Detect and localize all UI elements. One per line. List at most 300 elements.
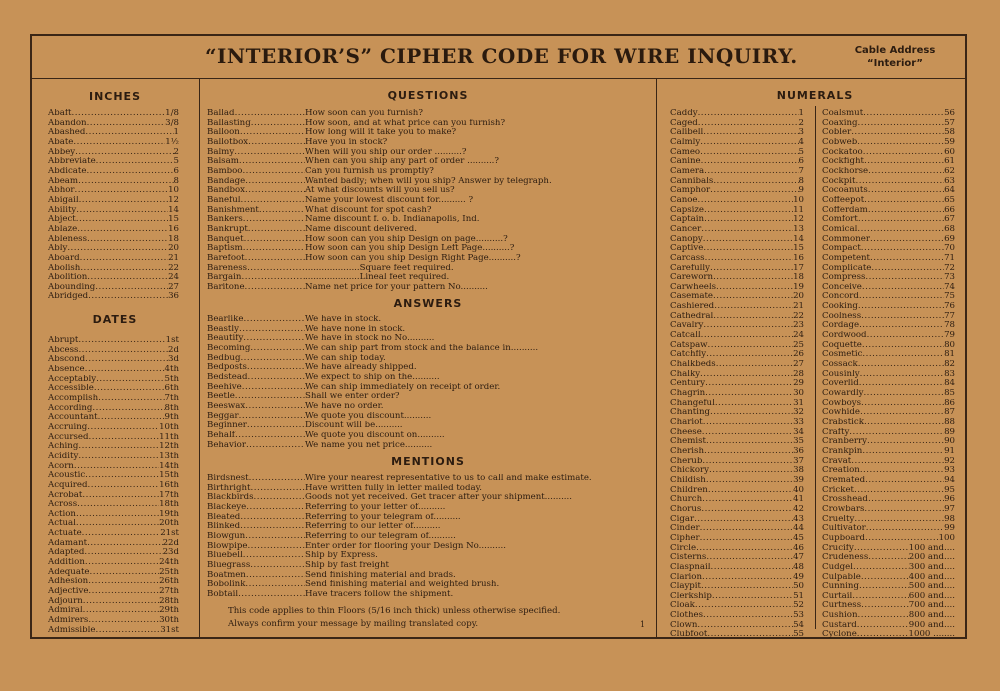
- code-word: Behavior: [207, 440, 246, 450]
- code-word-cell: [207, 325, 305, 335]
- code-value: 200 and....: [908, 553, 955, 563]
- code-value: 17th: [159, 490, 179, 500]
- leader-dots: [87, 539, 162, 549]
- code-value: 28: [793, 369, 804, 379]
- code-value: 6th: [164, 384, 179, 394]
- leader-dots: [710, 186, 798, 196]
- code-row: [822, 360, 955, 370]
- leader-dots: [863, 389, 944, 399]
- code-word: Aboard: [48, 253, 80, 263]
- code-meaning: Ship by Express.: [305, 551, 378, 561]
- code-row: [822, 321, 955, 331]
- code-word: Cherish: [670, 446, 704, 456]
- code-value: 29: [793, 379, 804, 389]
- code-row: [48, 119, 179, 129]
- leader-dots: [857, 225, 944, 235]
- code-word: Capsize: [670, 205, 704, 215]
- code-row: [670, 128, 804, 138]
- code-value: 6: [173, 166, 179, 176]
- leader-dots: [862, 283, 944, 293]
- code-row: [670, 524, 804, 534]
- code-row: [207, 254, 647, 264]
- code-row: [822, 206, 955, 216]
- code-word: Accruing: [48, 422, 88, 432]
- code-word: Ballotbox: [207, 137, 249, 147]
- code-row: [670, 466, 804, 476]
- numerals-column-1: [670, 109, 804, 640]
- code-row: [48, 292, 179, 302]
- code-word: Admissible: [48, 625, 96, 635]
- code-word: Cigar: [670, 514, 695, 524]
- leader-dots: [858, 119, 945, 129]
- leader-dots: [860, 370, 944, 380]
- leader-dots: [76, 510, 159, 520]
- code-row: [48, 433, 179, 443]
- code-word: Boatmen: [207, 570, 246, 580]
- leader-dots: [710, 264, 793, 274]
- code-word: Admirers: [48, 616, 89, 626]
- leader-dots: [241, 273, 305, 283]
- note-thin-floors: This code applies to thin Floors (5/16 inch thick) unless otherwise specified.: [228, 606, 561, 616]
- leader-dots: [867, 331, 944, 341]
- leader-dots: [700, 148, 798, 158]
- code-word-cell: [207, 264, 305, 274]
- leader-dots: [80, 264, 168, 274]
- code-value: 34: [793, 427, 804, 437]
- code-word: Cisterns: [670, 553, 707, 563]
- code-row: [48, 616, 179, 626]
- code-word-cell: [207, 421, 305, 431]
- code-value: 61: [944, 157, 955, 167]
- leader-dots: [245, 580, 305, 590]
- code-value: 65: [944, 195, 955, 205]
- leader-dots: [74, 462, 159, 472]
- code-value: 83: [944, 369, 955, 379]
- leader-dots: [864, 418, 944, 428]
- code-value: 20: [168, 244, 179, 254]
- leader-dots: [861, 573, 909, 583]
- code-word-cell: [207, 119, 305, 129]
- code-value: 70: [944, 244, 955, 254]
- code-word: Chorus: [670, 504, 702, 514]
- code-word: Bankrupt: [207, 224, 248, 234]
- code-word: Chalky: [670, 369, 701, 379]
- code-row: [48, 375, 179, 385]
- code-word: Abigail: [48, 195, 79, 205]
- code-row: [670, 601, 804, 611]
- code-row: [48, 539, 179, 549]
- code-row: [207, 542, 647, 552]
- code-word: Bluebell: [207, 551, 243, 561]
- code-row: [822, 148, 955, 158]
- code-value: 8: [798, 176, 804, 186]
- code-word: Coaxing: [822, 118, 858, 128]
- code-row: [207, 109, 647, 119]
- code-word-cell: [207, 580, 305, 590]
- code-value: 12: [793, 215, 804, 225]
- leader-dots: [871, 264, 944, 274]
- code-word: Abbreviate: [48, 157, 96, 167]
- code-row: [207, 206, 647, 216]
- code-word: Abhor: [48, 186, 75, 196]
- leader-dots: [868, 167, 944, 177]
- leader-dots: [78, 346, 168, 356]
- code-word: Abashed: [48, 128, 86, 138]
- code-row: [207, 522, 647, 532]
- code-word: Adhesion: [48, 577, 89, 587]
- code-row: [48, 519, 179, 529]
- code-row: [670, 437, 804, 447]
- code-word: Calmly: [670, 137, 701, 147]
- code-row: [822, 573, 955, 583]
- code-value: 57: [944, 118, 955, 128]
- code-value: 29th: [159, 606, 179, 616]
- code-value: 19th: [159, 509, 179, 519]
- code-word: Crudeness: [822, 553, 869, 563]
- code-row: [670, 399, 804, 409]
- code-value: 80: [944, 340, 955, 350]
- code-row: [822, 283, 955, 293]
- code-row: [822, 331, 955, 341]
- code-row: [670, 148, 804, 158]
- code-row: [48, 384, 179, 394]
- code-value: 22d: [162, 538, 179, 548]
- code-value: 43: [793, 514, 804, 524]
- code-word: Crafty: [822, 427, 850, 437]
- code-word-cell: [207, 196, 305, 206]
- code-word: Cherub: [670, 456, 703, 466]
- code-row: [670, 283, 804, 293]
- code-value: 38: [793, 466, 804, 476]
- code-word: Adequate: [48, 567, 90, 577]
- code-value: 42: [793, 504, 804, 514]
- code-word: Cobler: [822, 128, 852, 138]
- code-row: [207, 344, 647, 354]
- code-row: [670, 476, 804, 486]
- code-word-cell: [207, 441, 305, 451]
- code-value: 13: [793, 224, 804, 234]
- leader-dots: [868, 495, 944, 505]
- leader-dots: [860, 408, 944, 418]
- code-word-cell: [207, 431, 305, 441]
- code-row: [822, 515, 955, 525]
- code-word-cell: [207, 334, 305, 344]
- code-word: Cipher: [670, 533, 700, 543]
- code-row: [670, 302, 804, 312]
- leader-dots: [248, 225, 305, 235]
- leader-dots: [235, 109, 305, 119]
- leader-dots: [863, 148, 944, 158]
- leader-dots: [82, 529, 161, 539]
- code-value: 31: [793, 398, 804, 408]
- code-row: [207, 177, 647, 187]
- leader-dots: [701, 331, 793, 341]
- leader-dots: [245, 402, 305, 412]
- leader-dots: [870, 254, 944, 264]
- code-row: [207, 441, 647, 451]
- leader-dots: [857, 138, 944, 148]
- leader-dots: [712, 592, 793, 602]
- code-word: Cocoanuts: [822, 186, 868, 196]
- leader-dots: [861, 312, 944, 322]
- code-meaning: We quote you discount on..........: [305, 430, 445, 440]
- code-word: Compress: [822, 273, 866, 283]
- code-word: Cravat: [822, 456, 852, 466]
- code-word: Creation: [822, 466, 860, 476]
- code-word-cell: [207, 402, 305, 412]
- code-word: Cyclone: [822, 630, 857, 640]
- code-value: 7th: [164, 393, 179, 403]
- code-value: 21: [793, 302, 804, 312]
- code-word: Ballad: [207, 109, 235, 118]
- mentions-list: [207, 474, 647, 600]
- code-word: Children: [670, 485, 708, 495]
- code-row: [207, 225, 647, 235]
- column-divider-left: [199, 79, 200, 637]
- code-word: Addition: [48, 558, 85, 568]
- leader-dots: [245, 186, 305, 196]
- code-word: Abandon: [48, 118, 87, 128]
- leader-dots: [705, 379, 793, 389]
- leader-dots: [247, 363, 305, 373]
- code-word: Cancer: [670, 224, 702, 234]
- code-value: 18th: [159, 500, 179, 510]
- leader-dots: [711, 563, 794, 573]
- code-word: Acquired: [48, 480, 88, 490]
- code-value: 39: [793, 475, 804, 485]
- leader-dots: [239, 412, 305, 422]
- code-word: Coffeepot: [822, 195, 865, 205]
- code-row: [670, 321, 804, 331]
- code-value: 23d: [162, 548, 179, 558]
- code-value: 16th: [159, 480, 179, 490]
- leader-dots: [88, 587, 159, 597]
- answers-list: [207, 315, 647, 450]
- code-word: Balloon: [207, 128, 240, 138]
- leader-dots: [866, 524, 944, 534]
- leader-dots: [248, 138, 305, 148]
- code-word: Abcess: [48, 345, 79, 355]
- code-value: 27: [793, 360, 804, 370]
- leader-dots: [863, 109, 944, 119]
- code-word: Curtail: [822, 591, 853, 601]
- code-word: Chariot: [670, 418, 703, 427]
- leader-dots: [246, 571, 305, 581]
- leader-dots: [701, 225, 793, 235]
- code-row: [822, 505, 955, 515]
- code-row: [822, 457, 955, 467]
- code-value: 52: [793, 601, 804, 611]
- code-word: Bankers: [207, 215, 243, 225]
- leader-dots: [861, 244, 944, 254]
- code-value: 20th: [159, 519, 179, 529]
- leader-dots: [250, 561, 305, 571]
- leader-dots: [715, 399, 793, 409]
- leader-dots: [96, 375, 164, 385]
- code-meaning: Have written fully in letter mailed today.: [305, 483, 483, 493]
- code-word: Ably: [48, 244, 68, 254]
- code-word: Beeswax: [207, 401, 246, 411]
- code-row: [670, 621, 804, 631]
- code-row: [822, 582, 955, 592]
- code-word: Captive: [670, 244, 704, 254]
- code-row: [670, 225, 804, 235]
- leader-dots: [245, 254, 305, 264]
- code-value: 36: [168, 292, 179, 302]
- leader-dots: [701, 157, 799, 167]
- code-word: Aching: [48, 442, 79, 452]
- code-word: Abolition: [48, 273, 88, 283]
- code-meaning: Send finishing material and brads.: [305, 570, 456, 580]
- code-word: Bamboo: [207, 166, 243, 176]
- code-word-cell: [207, 392, 305, 402]
- code-row: [822, 389, 955, 399]
- code-meaning: We name you net price..........: [305, 440, 433, 450]
- leader-dots: [94, 384, 165, 394]
- code-row: [207, 551, 647, 561]
- code-row: [48, 235, 179, 245]
- code-row: [670, 196, 804, 206]
- code-word: Chalkbeds: [670, 360, 716, 370]
- code-row: [207, 325, 647, 335]
- code-word: Comfort: [822, 215, 858, 225]
- code-meaning: How soon, and at what price can you furnish?: [305, 118, 506, 128]
- code-value: 21st: [160, 529, 179, 539]
- code-row: [822, 138, 955, 148]
- code-word: Chemist: [670, 437, 706, 447]
- code-word: Carwheels: [670, 282, 717, 292]
- code-row: [670, 206, 804, 216]
- leader-dots: [251, 484, 305, 494]
- code-word-cell: [207, 215, 305, 225]
- code-value: 1: [173, 128, 179, 138]
- code-row: [48, 206, 179, 216]
- leader-dots: [245, 177, 305, 187]
- code-row: [822, 109, 955, 119]
- leader-dots: [858, 360, 944, 370]
- page-title: “INTERIOR’S” CIPHER CODE FOR WIRE INQUIRY.: [205, 44, 798, 68]
- inches-list: [48, 109, 179, 302]
- code-row: [822, 544, 955, 554]
- code-value: 35: [793, 437, 804, 447]
- code-meaning: Name discount delivered.: [305, 224, 417, 234]
- code-value: 10th: [159, 422, 179, 432]
- code-value: 9: [798, 186, 804, 196]
- code-value: 92: [944, 456, 955, 466]
- code-word: Abdicate: [48, 166, 87, 176]
- code-word: Cricket: [822, 485, 854, 495]
- code-word: Adjective: [48, 587, 89, 597]
- code-word: Abolish: [48, 263, 81, 273]
- leader-dots: [243, 244, 305, 254]
- code-word: Coolness: [822, 311, 862, 321]
- leader-dots: [83, 606, 159, 616]
- leader-dots: [78, 442, 159, 452]
- code-word-cell: [207, 157, 305, 167]
- code-word: Comical: [822, 224, 858, 234]
- code-word: Ablaze: [48, 224, 78, 234]
- code-word: Casemate: [670, 292, 714, 302]
- code-value: 37: [793, 456, 804, 466]
- leader-dots: [851, 128, 944, 138]
- code-row: [670, 109, 804, 119]
- code-value: 62: [944, 166, 955, 176]
- code-value: 10: [793, 195, 804, 205]
- code-row: [670, 592, 804, 602]
- leader-dots: [86, 167, 173, 177]
- code-meaning: We have none in stock.: [305, 324, 406, 334]
- code-word: Balsam: [207, 157, 239, 167]
- code-value: 56: [944, 109, 955, 118]
- code-word-cell: [207, 503, 305, 513]
- code-value: 28th: [159, 596, 179, 606]
- code-row: [207, 148, 647, 158]
- code-value: 19: [793, 282, 804, 292]
- code-value: 67: [944, 215, 955, 225]
- code-value: 100 and....: [908, 543, 955, 553]
- leader-dots: [702, 573, 793, 583]
- code-word-cell: [207, 167, 305, 177]
- leader-dots: [247, 373, 305, 383]
- leader-dots: [849, 428, 944, 438]
- code-word-cell: [207, 551, 305, 561]
- code-word: Blackeye: [207, 502, 247, 512]
- code-word: Accountant: [48, 413, 98, 423]
- code-row: [670, 389, 804, 399]
- code-word: Blackbirds: [207, 493, 254, 503]
- code-word: Chanting: [670, 408, 711, 418]
- code-word: Cobweb: [822, 137, 858, 147]
- leader-dots: [85, 471, 159, 481]
- leader-dots: [865, 476, 944, 486]
- code-value: 15: [168, 215, 179, 225]
- code-meaning: How soon can you ship Design on page..........?: [305, 234, 508, 244]
- code-row: [822, 167, 955, 177]
- code-word-cell: [207, 273, 305, 283]
- leader-dots: [242, 167, 305, 177]
- code-word: Cousinly: [822, 369, 860, 379]
- leader-dots: [707, 630, 793, 640]
- code-value: 91: [944, 446, 955, 456]
- code-word: Cashiered: [670, 302, 715, 312]
- leader-dots: [858, 302, 944, 312]
- code-row: [207, 273, 647, 283]
- leader-dots: [88, 577, 159, 587]
- leader-dots: [700, 534, 794, 544]
- leader-dots: [857, 630, 909, 640]
- leader-dots: [713, 312, 793, 322]
- leader-dots: [701, 582, 793, 592]
- leader-dots: [88, 433, 159, 443]
- code-meaning: Wanted badly; when will you ship? Answer by telegraph.: [305, 176, 552, 186]
- code-value: 72: [944, 263, 955, 273]
- code-word: Actual: [48, 519, 76, 529]
- leader-dots: [702, 495, 793, 505]
- code-word-cell: [207, 283, 305, 293]
- code-row: [48, 148, 179, 158]
- code-word: Cockatoo: [822, 147, 863, 157]
- code-value: 54: [793, 620, 804, 630]
- leader-dots: [245, 532, 305, 542]
- code-row: [207, 167, 647, 177]
- code-row: [207, 283, 647, 293]
- code-meaning: We can ship immediately on receipt of order.: [305, 382, 501, 392]
- code-row: [207, 493, 647, 503]
- note-confirm-message: Always confirm your message by mailing translated copy.: [228, 619, 479, 629]
- leader-dots: [76, 519, 159, 529]
- code-value: 58: [944, 128, 955, 138]
- questions-list: [207, 109, 647, 292]
